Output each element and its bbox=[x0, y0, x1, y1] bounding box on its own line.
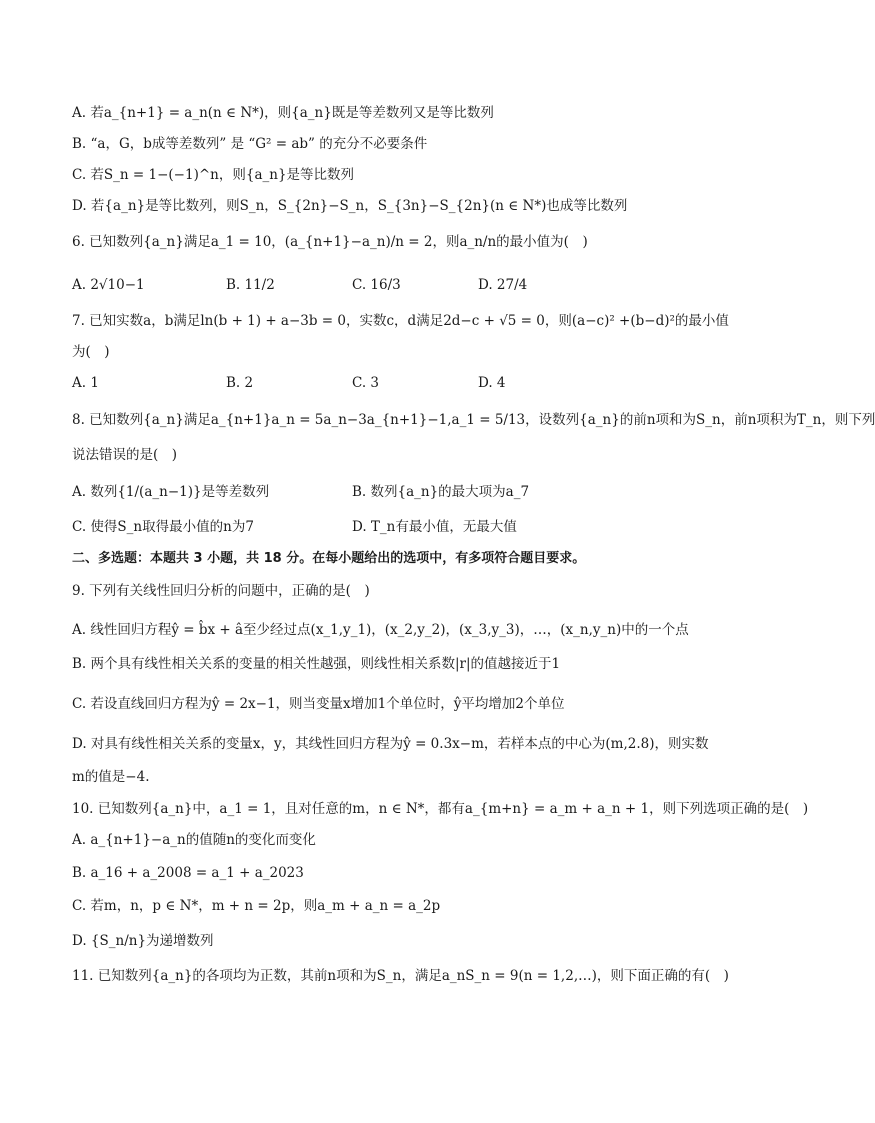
q10-stem: 10. 已知数列{a_n}中，a_1 = 1，且对任意的m，n ∈ N*，都有a_{m+n} = a_m + a_n + 1，则下列选项正确的是( ) bbox=[72, 801, 809, 817]
q10-option-d: D. {S_n/n}为递增数列 bbox=[72, 933, 214, 949]
q10-option-c: C. 若m，n，p ∈ N*，m + n = 2p，则a_m + a_n = a_2p bbox=[72, 898, 441, 914]
q8-option-a: A. 数列{1/(a_n−1)}是等差数列 bbox=[72, 484, 270, 500]
q6-option-b: B. 11/2 bbox=[226, 277, 275, 293]
q9-option-b: B. 两个具有线性相关关系的变量的相关性越强，则线性相关系数|r|的值越接近于1 bbox=[72, 656, 561, 672]
q7-option-a: A. 1 bbox=[72, 375, 99, 391]
q11-stem: 11. 已知数列{a_n}的各项均为正数，其前n项和为S_n，满足a_nS_n = 9(n = 1,2,…)，则下面正确的有( ) bbox=[72, 968, 729, 984]
q5-option-d: D. 若{a_n}是等比数列，则S_n，S_{2n}−S_n，S_{3n}−S_{2n}(n ∈ N*)也成等比数列 bbox=[72, 198, 628, 214]
q6-stem: 6. 已知数列{a_n}满足a_1 = 10，(a_{n+1}−a_n)/n = 2，则a_n/n的最小值为( ) bbox=[72, 234, 588, 250]
q9-option-c: C. 若设直线回归方程为ŷ = 2x−1，则当变量x增加1个单位时，ŷ平均增加2个单位 bbox=[72, 696, 565, 712]
section-heading-multiple-choice: 二、多选题：本题共 3 小题，共 18 分。在每小题给出的选项中，有多项符合题目要求。 bbox=[72, 551, 586, 566]
q9-option-d-cont: m的值是−4. bbox=[72, 769, 150, 785]
q9-stem: 9. 下列有关线性回归分析的问题中，正确的是( ) bbox=[72, 583, 370, 599]
q9-option-d: D. 对具有线性相关关系的变量x，y，其线性回归方程为ŷ = 0.3x−m，若样本点的中心为(m,2.8)，则实数 bbox=[72, 736, 709, 752]
q7-option-b: B. 2 bbox=[226, 375, 254, 391]
q6-option-a: A. 2√10−1 bbox=[72, 277, 145, 293]
q9-option-a: A. 线性回归方程ŷ = b̂x + â至少经过点(x_1,y_1)，(x_2,y_2)，(x_3,y_3)，…，(x_n,y_n)中的一个点 bbox=[72, 622, 689, 638]
q8-stem-cont: 说法错误的是( ) bbox=[72, 447, 178, 463]
q6-option-d: D. 27/4 bbox=[478, 277, 528, 293]
q8-option-b: B. 数列{a_n}的最大项为a_7 bbox=[352, 484, 530, 500]
q7-option-d: D. 4 bbox=[478, 375, 506, 391]
q10-option-b: B. a_16 + a_2008 = a_1 + a_2023 bbox=[72, 865, 304, 881]
q7-stem-cont: 为( ) bbox=[72, 344, 110, 360]
q5-option-a: A. 若a_{n+1} = a_n(n ∈ N*)，则{a_n}既是等差数列又是等比数列 bbox=[72, 105, 494, 121]
q8-option-d: D. T_n有最小值，无最大值 bbox=[352, 519, 517, 535]
q5-option-b: B. “a，G，b成等差数列” 是 “G² = ab” 的充分不必要条件 bbox=[72, 136, 428, 152]
q6-option-c: C. 16/3 bbox=[352, 277, 401, 293]
q7-stem: 7. 已知实数a，b满足ln(b + 1) + a−3b = 0，实数c，d满足2d−c + √5 = 0，则(a−c)² +(b−d)²的最小值 bbox=[72, 313, 729, 329]
q10-option-a: A. a_{n+1}−a_n的值随n的变化而变化 bbox=[72, 832, 316, 848]
q8-stem: 8. 已知数列{a_n}满足a_{n+1}a_n = 5a_n−3a_{n+1}−1,a_1 = 5/13，设数列{a_n}的前n项和为S_n，前n项积为T_n，则下列 bbox=[72, 412, 875, 428]
q5-option-c: C. 若S_n = 1−(−1)^n，则{a_n}是等比数列 bbox=[72, 167, 355, 183]
q7-option-c: C. 3 bbox=[352, 375, 380, 391]
q8-option-c: C. 使得S_n取得最小值的n为7 bbox=[72, 519, 254, 535]
